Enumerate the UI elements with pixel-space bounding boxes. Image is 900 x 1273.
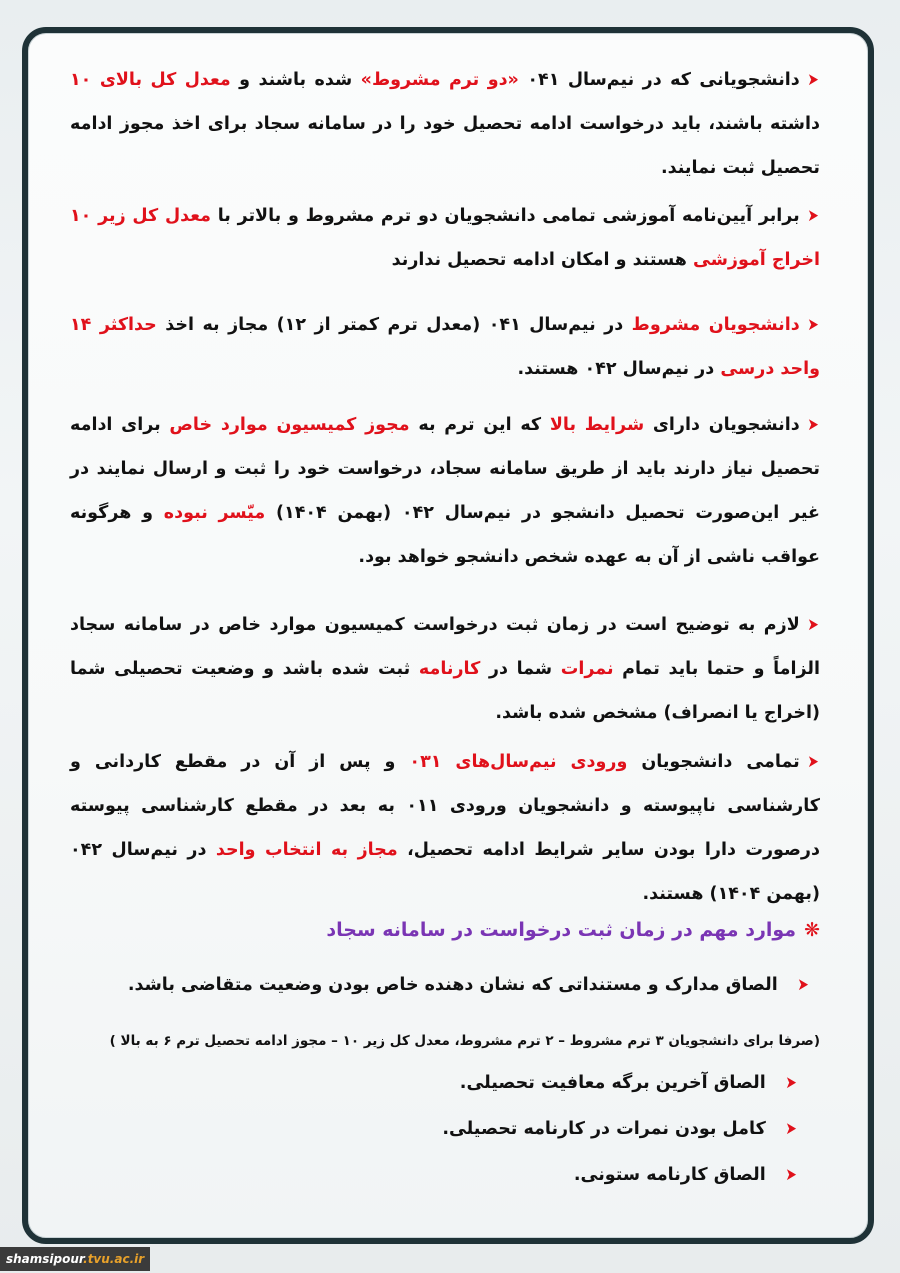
text: در نیم‌سال ۰۴۲ هستند. — [517, 359, 721, 379]
arrow-left-icon: ➤ — [797, 975, 809, 995]
text: شما در — [480, 659, 561, 679]
text: تمامی دانشجویان — [627, 752, 800, 772]
watermark-site: shamsipour — [6, 1252, 84, 1266]
sub-item-3 — [70, 1152, 820, 1198]
arrow-left-icon: ➤ — [807, 615, 819, 635]
highlight-text: میّسر نبوده — [163, 503, 266, 523]
highlight-text: اخراج آموزشی — [693, 250, 820, 270]
paragraph-4 — [70, 403, 820, 579]
paragraph-2 — [70, 194, 820, 282]
sub-item-2 — [70, 1106, 820, 1152]
arrow-left-icon: ➤ — [807, 415, 819, 435]
arrow-left-icon: ➤ — [785, 1073, 797, 1093]
text: برابر آیین‌نامه آموزشی تمامی دانشجویان دو ترم مشروط و بالاتر با — [210, 206, 800, 226]
highlight-text: نمرات — [560, 659, 614, 679]
item-text: الصاق آخرین برگه معافیت تحصیلی. — [459, 1073, 766, 1093]
highlight-text: شرایط بالا — [549, 415, 645, 435]
arrow-left-icon: ➤ — [807, 752, 819, 772]
item-text: کامل بودن نمرات در کارنامه تحصیلی. — [442, 1119, 766, 1139]
paragraph-5 — [70, 603, 820, 735]
highlight-text: مجوز کمیسیون موارد خاص — [169, 415, 410, 435]
highlight-text: دانشجویان مشروط — [631, 315, 800, 335]
arrow-left-icon: ➤ — [807, 206, 819, 226]
item-text: الصاق کارنامه ستونی. — [573, 1165, 766, 1185]
text: و هرگونه عواقب ناشی از آن به عهده شخص دانشجو خواهد بود. — [70, 503, 820, 567]
site-watermark — [0, 1247, 150, 1271]
text: برای ادامه تحصیل نیاز دارند باید از طریق سامانه سجاد، درخواست خود را ثبت و ارسال نمایند در غیر این‌صورت تحصیل دانشجو در نیم‌سال ۰۴۲ (بهمن ۱۴۰۴) — [70, 415, 821, 523]
text: دانشجویانی که در نیم‌سال ۰۴۱ — [518, 70, 800, 90]
important-item-1 — [60, 962, 820, 1008]
paragraph-1 — [70, 58, 820, 190]
text: در نیم‌سال ۰۴۱ (معدل ترم کمتر از ۱۲) مجاز به اخذ — [156, 315, 632, 335]
text: ثبت شده باشد و وضعیت تحصیلی شما (اخراج یا انصراف) مشخص شده باشد. — [70, 659, 820, 723]
text: که این ترم به — [409, 415, 550, 435]
text: شده باشند و — [230, 70, 361, 90]
highlight-text: ورودی نیم‌سال‌های ۰۳۱ — [409, 752, 628, 772]
highlight-text: «دو ترم مشروط» — [360, 70, 519, 90]
text: در نیم‌سال ۰۴۲ (بهمن ۱۴۰۴) هستند. — [70, 840, 820, 904]
highlight-text: کارنامه — [418, 659, 481, 679]
watermark-domain: .tvu.ac.ir — [83, 1252, 145, 1266]
text: داشته باشند، باید درخواست ادامه تحصیل خود را در سامانه سجاد برای اخذ مجوز ادامه تحصیل ثبت نمایند. — [70, 114, 820, 178]
text: دانشجویان دارای — [644, 415, 800, 435]
heading-text: موارد مهم در زمان ثبت درخواست در سامانه سجاد — [326, 919, 797, 941]
sub-item-1 — [70, 1060, 820, 1106]
arrow-left-icon: ➤ — [785, 1119, 797, 1139]
important-section-heading — [70, 910, 820, 950]
paragraph-6 — [70, 740, 820, 916]
arrow-left-icon: ➤ — [785, 1165, 797, 1185]
important-sub-list — [70, 1060, 820, 1198]
text: لازم به توضیح است در زمان ثبت درخواست کمیسیون موارد خاص در سامانه سجاد الزاماً و حتما باید تمام — [70, 615, 820, 679]
highlight-text: معدل کل بالای ۱۰ — [70, 70, 231, 90]
asterisk-icon: ❋ — [804, 919, 820, 941]
paragraph-3 — [70, 303, 820, 391]
highlight-text: حداکثر ۱۴ واحد درسی — [70, 315, 820, 379]
highlight-text: معدل کل زیر ۱۰ — [70, 206, 211, 226]
important-note: (صرفا برای دانشجویان ۳ ترم مشروط – ۲ ترم مشروط، معدل کل زیر ۱۰ – مجوز ادامه تحصیل ترم ۶ به بالا ) — [109, 1033, 820, 1049]
text: هستند و امکان ادامه تحصیل ندارند — [391, 250, 693, 270]
arrow-left-icon: ➤ — [807, 315, 819, 335]
item-text: الصاق مدارک و مستنداتی که نشان دهنده خاص بودن وضعیت متقاضی باشد. — [127, 975, 778, 995]
text: و پس از آن در مقطع کاردانی و کارشناسی ناپیوسته و دانشجویان ورودی ۰۱۱ به بعد در مقطع کارشناسی پیوسته درصورت دارا بودن سایر شرایط ادامه تحصیل، — [70, 752, 820, 860]
arrow-left-icon: ➤ — [807, 70, 819, 90]
highlight-text: مجاز به انتخاب واحد — [215, 840, 398, 860]
